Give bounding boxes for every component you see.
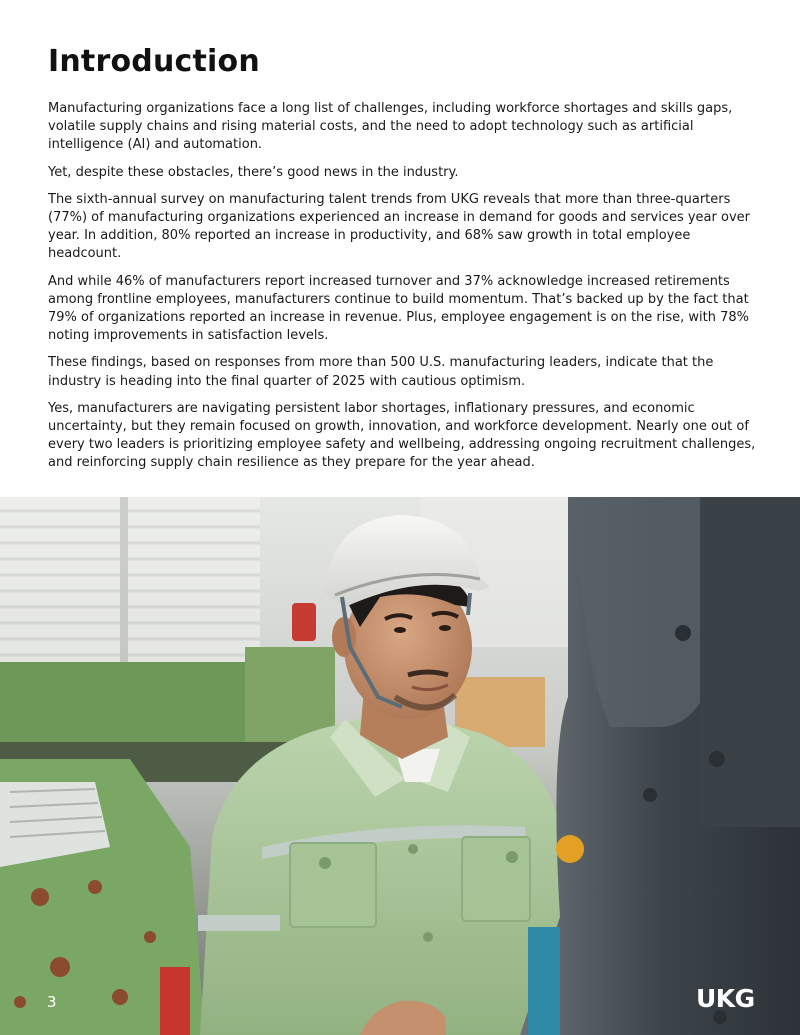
- factory-worker-photo: [0, 497, 800, 1035]
- main-content: [48, 44, 758, 482]
- intro-paragraph-6: Yes, manufacturers are navigating persistent labor shortages, inflationary pressures, and economic uncertainty, but they remain focused on growth, innovation, and workforce development. Nearly one out of every two leaders is prioritizing employee safety and wellbeing, addressing ongoing recruitment challenges, and reinforcing supply chain resilience as they prepare for the year ahead.: [48, 400, 756, 471]
- intro-paragraph-3: The sixth-annual survey on manufacturing talent trends from UKG reveals that more than three-quarters (77%) of manufacturing organizations experienced an increase in demand for goods and services year over year. In addition, 80% reported an increase in productivity, and 68% saw growth in total employee headcount.: [48, 191, 750, 262]
- ukg-logo: UKG: [696, 984, 755, 1013]
- intro-paragraph-2: Yet, despite these obstacles, there’s good news in the industry.: [48, 164, 459, 180]
- intro-paragraph-1: Manufacturing organizations face a long list of challenges, including workforce shortages and skills gaps, volatile supply chains and rising material costs, and the need to adopt technology such as artificial intelligence (AI) and automation.: [48, 101, 733, 153]
- page-number: 3: [47, 993, 57, 1011]
- intro-paragraph-5: These findings, based on responses from more than 500 U.S. manufacturing leaders, indicate that the industry is heading into the final quarter of 2025 with cautious optimism.: [48, 355, 714, 389]
- page-title: Introduction: [48, 44, 260, 79]
- intro-paragraph-4: And while 46% of manufacturers report increased turnover and 37% acknowledge increased retirements among frontline employees, manufacturers continue to build momentum. That’s backed up by the fact that 79% of organizations reported an increase in revenue. Plus, employee engagement is on the rise, with 78% noting improvements in satisfaction levels.: [48, 273, 750, 344]
